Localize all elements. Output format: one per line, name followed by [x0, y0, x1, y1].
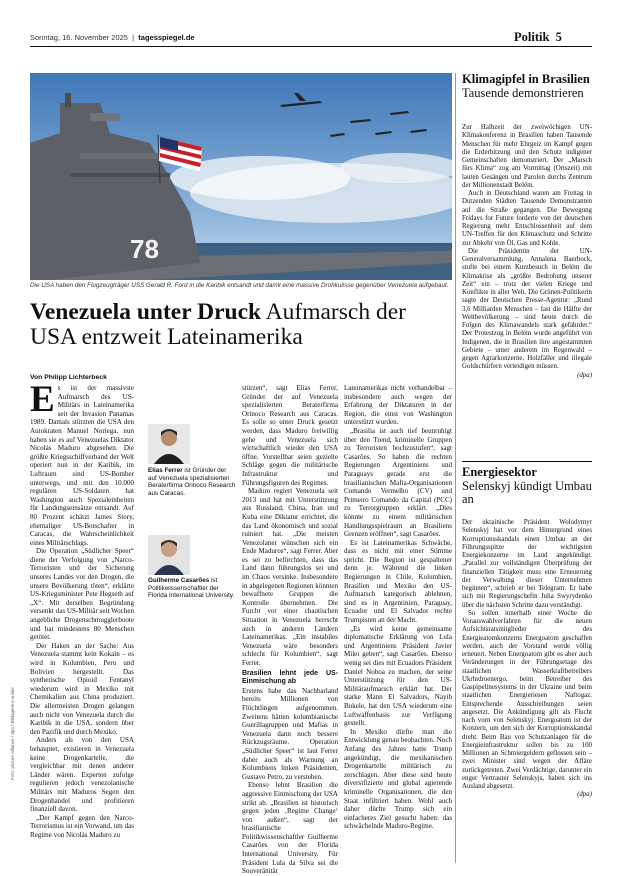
page-header-left: Sonntag, 16. November 2025 | tagesspiegel.de	[30, 33, 195, 42]
page-header-right	[514, 30, 562, 45]
col2-paragraph: Maduro regiert Venezuela seit 2013 und hat mit Unterstützung aus Russland, China, Iran und Kuba eine Diktatur errichtet, die das Land ökonomisch und sozial ruiniert hat. „Die meisten Venezolaner wünschen sich ein Ende Maduros“, sagt Ferrer. Aber es sei zu befürchten, dass das Land dann führungslos sei und im Chaos versinke. Insbesondere in abgelegenen Regionen könnten bewaffnete Gruppen die Kontrolle übernehmen. Die Furcht vor einer chaotischen Situation in Venezuela herrscht auch in anderen Ländern Lateinamerikas. „Ein instabiles Venezuela wäre besonders schlecht für Kolumbien“, sagt Ferrer.	[242, 487, 338, 667]
article-column-1	[30, 379, 134, 839]
header-rule	[30, 46, 592, 47]
sidebar2-body	[462, 519, 592, 800]
sidebar-divider	[455, 73, 456, 863]
sidebar1-paragraph: Auch in Deutschland waren am Freitag in Dutzenden Städten Tausende Demonstranten auf die Straße gegangen. Die Bewegung Fridays for Future forderte von der deutschen Regierung mehr Entschlossenheit auf dem UN-Treffen für den Klimaschutz und Schritte zur Abkehr von Öl, Gas und Kohle.	[462, 190, 592, 247]
sidebar1-source: (dpa)	[577, 371, 592, 379]
col2-paragraph: Ebenso lehnt Brasilien die aggressive Einmischung der USA strikt ab. „Brasilien ist historisch gegen jeden ‚Regime Change‘ von außen“, sagt der brasilianische Politikwissenschaftler Guilherme Casarões von der Florida International University. Für Präsident Lula da Silva sei die Souveränität	[242, 781, 338, 876]
lead-photo	[30, 73, 452, 280]
issue-date: Sonntag, 16. November 2025	[30, 33, 128, 42]
sidebar1-title: Klimagipfel in Brasilien Tausende demonstrieren	[462, 72, 590, 100]
sidebar2-source: (dpa)	[577, 791, 592, 799]
col1-paragraph: Der Haken an der Sache: Aus Venezuela stammt kein Kokain – es wird in Kolumbien, Peru und Bolivien hergestellt. Das synthetische Opioid Fentanyl wiederum wird in Mexiko mit Chemikalien aus China produziert. Die allermeisten Drogen gelangen auch nicht von Venezuela durch die Karibik in die USA, sondern über den Pazifik und durch Mexiko.	[30, 641, 134, 736]
person-caption-casaroes: Guilherme Casarões ist Politikwissenschaftler der Florida International University.	[148, 577, 235, 600]
article-column-3	[344, 384, 452, 831]
col3-paragraph: „Brasilia ist auch tief beunruhigt über den Trend, kriminelle Gruppen zu Terroristen hochzustufen“, sagt Casarões. So haben die rechten Regierungen Argentiniens und Paraguays gerade erst die brasilianischen Mafia-Organisationen Comando Vermelho (CV) und Primeiro Comando da Capital (PCC) zu Terrorgruppen erklärt. „Dies könnte zu einem militärischen Handlungsspielraum an Brasiliens Grenzen eröffnen“, sagt Casarões.	[344, 426, 452, 539]
col3-paragraph: In Mexiko dürfte man die Entwicklung genau beobachten. Noch Anfang des Jahres hatte Trump angekündigt, die mexikanischen Drogenkartelle militärisch zu zerschlagen. Aber diese sind heute diversifizierte und global agierende kriminelle Organisationen, die den Staat infiltriert haben. Wohl auch daher dürfte Trump sich ein einfacheres Ziel gesucht haben: das schwächelnde Maduro-Regime.	[344, 727, 452, 831]
sidebar2-paragraph: So sollen innerhalb einer Woche die Vorauswahlverfahren für die neuen Aufsichtsratsmitglieder des Energieatomkonzerns Energoatom geschaffen werden, auch der Vorstand werde völlig erneuert. Neben Energoatom gibt es aber auch Veränderungen in der Führungsetage des staatlichen Wasserkraftbetreibers Ukrhidroenergo, beim Betreiber des Gaspipelinesystems in der Ukraine und beim staatlichen Energieriesen Naftogaz. Entsprechende Ausschreibungen seien angesetzt. Die Ankündigung gilt als Flucht nach vorn von Selenskyj. Energoatom ist der Konzern, um den sich der Korruptionsskandal dreht. Beim Bau von Schutzanlagen für die Energieinfrastruktur sollen bis zu 100 Millionen an Schmiergeldern geflossen sein – zwei Minister sind wegen der Affäre zurückgetreten. Zwei Verdächtige, darunter ein enger Vertrauter Selenskyjs, haben sich ins Ausland abgesetzt.	[462, 609, 592, 790]
col1-paragraph: s ist der massivste Aufmarsch des US-Militärs in Lateinamerika seit der Invasion Panamas 1989. Damals stürzten die USA den Autokraten Manuel Noriega, nun haben sie es auf Venezuelas Diktator Nicolás Maduro abgesehen. Die größte Kriegsschiffverband der Welt operiert nun in der Karibik, im Luftraum sind US-Bomber unterwegs, und mit den 10.000 regulären US-Soldaten hat Washington auch Spezialeinheiten für Landungseinsätze entsandt. Auf 80 Prozent schätzt James Story, ehemaliger US-Botschafter in Caracas, die Wahrscheinlichkeit eines Militärschlags.	[30, 384, 134, 547]
col3-paragraph: „Es wird keine gemeinsame diplomatische Erklärung von Lula und Argentiniens Präsident Javier Milei geben“, sagt Casarões. Ebenso wenig sei dies mit Ecuadors Präsident Daniel Noboa zu machen, der seine Unterstützung für den US-Militäraufmarsch erklärt hat. Der starke Mann El Salvadors, Nayib Bukele, hat den USA wiederum eine Luftwaffenbasis zur Verfügung gestellt.	[344, 624, 452, 728]
sidebar2-title: Energiesektor Selenskyj kündigt Umbau an	[462, 465, 592, 506]
article-column-2	[242, 384, 338, 876]
headline-rest: Aufmarsch der USA entzweit Lateinamerika	[30, 299, 406, 350]
col1-paragraph: Die Operation „Südlicher Speer“ diene der Verfolgung von „Narco-Terroristen und der Sicherung unseres Landes vor den Drogen, die unsere Bevölkerung töten“, erklärte US-Kriegsminister Pete Hegseth auf „X“. Mit derselben Begründung versenkt das US-Militär seit Wochen angebliche Drogenschmugglerboote und hat mindestens 80 Menschen getötet.	[30, 547, 134, 642]
photo-caption: Die USA haben den Flugzeugträger USS Gerald R. Ford in die Karibik entsandt und damit eine massive Drohkulisse gegenüber Venezuela aufgebaut.	[30, 282, 449, 289]
col1-paragraph: „Der Kampf gegen den Narco-Terrorismus ist ein Vorwand, um das Regime von Nicolás Maduro zu	[30, 813, 134, 839]
col2-paragraph: stürzen“, sagt Elias Ferrer, Gründer der auf Venezuela spezialisierten Beraterfirma Orinoco Research aus Caracas. Es solle so unter Druck gesetzt werden, dass Maduro freiwillig gehe und Venezuela sich wirtschaftlich wieder den USA öffne. Vorstellbar seien gezielte Schläge gegen die militärische Infrastruktur und Führungsfiguren des Regimes.	[242, 384, 338, 487]
byline: Von Philipp Lichterbeck	[30, 374, 107, 381]
drop-cap: E	[30, 379, 55, 420]
hull-number: 78	[130, 234, 159, 264]
person-caption-ferrer: Elias Ferrer ist Gründer der auf Venezuela spezialisierten Beraterfirma Orinoco Research aus Caracas.	[148, 467, 236, 497]
page-number: 5	[555, 30, 562, 44]
photo-credit: Foto: picture alliance / dpa / Bildagentur-online	[10, 687, 15, 780]
sidebar1-paragraph: Die Präsidentin der UN-Generalversammlung, Annalena Baerbock, stufte bei einem Kurzbesuch in Belém die Klimakrise als „größte Bedrohung unserer Zeit“ ein – trotz der vielen Kriege und Konflikte in aller Welt. Die Grünen-Politikerin sagte der Deutschen Presse-Agentur: „Rund 3,6 Milliarden Menschen – fast die Hälfte der Weltbevölkerung – sind heute durch die Folgen des Klimawandels stark gefährdet.“ Der Protestzug in Belém wurde angeführt von Indigenen, die in Brasilien ihre angestammten Gebiete – unter anderem im Regenwald – gegen Agrarkonzerne, Holzfäller und illegale Goldschürfern verteidigen müssen.	[462, 247, 592, 371]
sidebar1-body	[462, 124, 592, 380]
portrait-guilherme-casaroes	[148, 535, 190, 575]
col3-paragraph: Es ist Lateinamerikas Schwäche, dass es nicht mit einer Stimme spricht. Die Region ist gespaltener denn je. Während die linken Regierungen in Chile, Kolumbien, Brasilien und Mexiko den US-Aufmarsch kategorisch ablehnen, sind es in Argentinien, Paraguay, Ecuador und El Salvador rechte Trumpisten an der Macht.	[344, 538, 452, 625]
portrait-elias-ferrer	[148, 424, 190, 464]
col3-paragraph: Lateinamerikas nicht verhandelbar – insbesondere auch wegen der Erfahrung der Diktaturen in der Region, die einst von Washington unterstützt wurden.	[344, 384, 452, 427]
sidebar2-paragraph: Der ukrainische Präsident Wolodymyr Selenskyj hat vor dem Hintergrund eines Korruptionsskandals einen Umbau an der Führungsspitze der wichtigsten Energiekonzerne im Land angekündigt. „Parallel zur vollständigen Überprüfung der finanziellen Tätigkeit muss eine Erneuerung der Verwaltung dieser Unternehmen beginnen“, schrieb er bei Telegram. Er habe sich mit Regierungschefin Julia Swyrydenko über die nächsten Schritte dazu verständigt.	[462, 519, 592, 609]
sidebar-rule	[462, 461, 592, 462]
article-headline	[30, 300, 454, 350]
headline-bold: Venezuela unter Druck	[30, 299, 262, 325]
col1-paragraph: Anders als von den USA behauptet, existieren in Venezuela keine Drogenkartelle, die vergleichbar mit denen anderer Länder wären. Experten zufolge regulieren jedoch venezolanische Militärs mit Maduros Segen den Drogenhandel und profitieren finanziell davon.	[30, 736, 134, 814]
article-subhead: Brasilien lehnt jede US-Einmischung ab	[242, 669, 338, 686]
sidebar1-paragraph: Zur Halbzeit der zweiwöchigen UN-Klimakonferenz in Brasilien haben Tausende Menschen für mehr Ehrgeiz im Kampf gegen die Erderhitzung und den Schutz indigener Gemeinschaften demonstriert. Der „Marsch fürs Klima“ zog am Vormittag (Ortszeit) mit lauten Gesängen und Parolen durchs Zentrum der Millionenstadt Belém.	[462, 124, 592, 189]
site-name: tagesspiegel.de	[138, 33, 195, 42]
col2-paragraph: Erstens habe das Nachbarland bereits Millionen von Flüchtlingen aufgenommen. Zweitens hätten kolumbianische Guerillagruppen und Mafias in Venezuela dann noch bessere Rückzugsräume. Operation „Südlicher Speer“ ist laut Ferrer daher auch als Warnung an Kolumbiens linken Präsidenten, Gustavo Petro, zu verstehen.	[242, 686, 338, 781]
section-name: Politik	[514, 30, 550, 44]
